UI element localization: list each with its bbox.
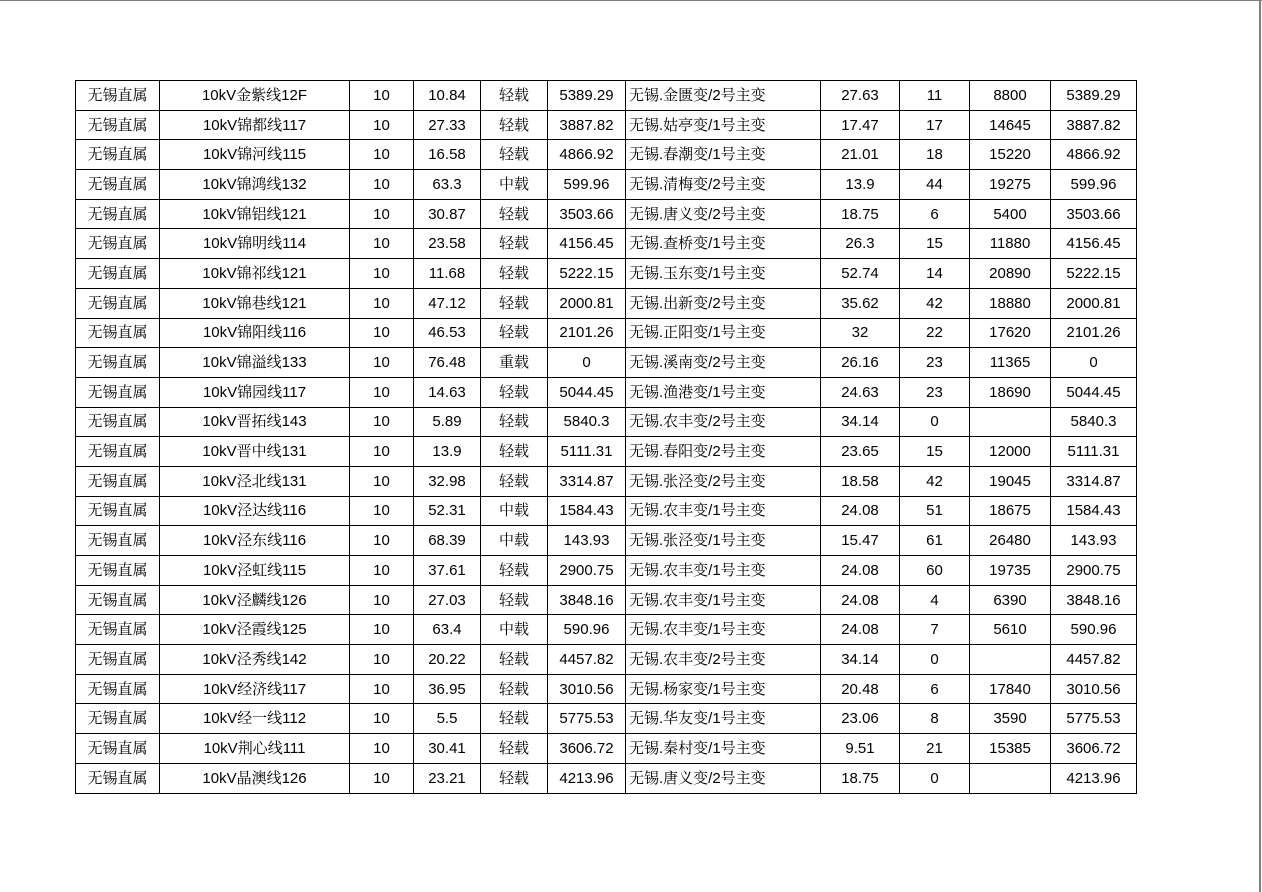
- transformer-load-rate-cell: 21.01: [821, 140, 900, 170]
- transformer-cell: 无锡.农丰变/2号主变: [626, 407, 821, 437]
- load-status-cell: 轻载: [481, 110, 548, 140]
- user-count-cell: 17: [900, 110, 970, 140]
- load-status-cell: 轻载: [481, 140, 548, 170]
- load-status-cell: 中载: [481, 526, 548, 556]
- line-name-cell: 10kV锦铝线121: [160, 199, 350, 229]
- transformer-cell: 无锡.春阳变/2号主变: [626, 437, 821, 467]
- available-capacity-cell: 4866.92: [548, 140, 626, 170]
- load-status-cell: 轻载: [481, 645, 548, 675]
- transformer-cell: 无锡.查桥变/1号主变: [626, 229, 821, 259]
- transformer-load-rate-cell: 9.51: [821, 734, 900, 764]
- transformer-cell: 无锡.清梅变/2号主变: [626, 170, 821, 200]
- available-capacity-cell: 5111.31: [548, 437, 626, 467]
- transformer-cell: 无锡.农丰变/1号主变: [626, 615, 821, 645]
- transformer-load-rate-cell: 23.65: [821, 437, 900, 467]
- table-row: [76, 526, 1137, 556]
- open-capacity-cell: 2101.26: [1051, 318, 1137, 348]
- installed-capacity-cell: 5610: [970, 615, 1051, 645]
- available-capacity-cell: 590.96: [548, 615, 626, 645]
- transformer-cell: 无锡.农丰变/1号主变: [626, 585, 821, 615]
- company-cell: 无锡直属: [76, 734, 160, 764]
- transformer-cell: 无锡.唐义变/2号主变: [626, 763, 821, 793]
- installed-capacity-cell: 17840: [970, 674, 1051, 704]
- load-status-cell: 轻载: [481, 318, 548, 348]
- user-count-cell: 23: [900, 377, 970, 407]
- available-capacity-cell: 1584.43: [548, 496, 626, 526]
- installed-capacity-cell: 20890: [970, 259, 1051, 289]
- load-rate-cell: 30.41: [414, 734, 481, 764]
- transformer-cell: 无锡.农丰变/1号主变: [626, 556, 821, 586]
- company-cell: 无锡直属: [76, 259, 160, 289]
- installed-capacity-cell: 12000: [970, 437, 1051, 467]
- available-capacity-cell: 2101.26: [548, 318, 626, 348]
- company-cell: 无锡直属: [76, 110, 160, 140]
- installed-capacity-cell: 14645: [970, 110, 1051, 140]
- open-capacity-cell: 5222.15: [1051, 259, 1137, 289]
- available-capacity-cell: 2900.75: [548, 556, 626, 586]
- open-capacity-cell: 3606.72: [1051, 734, 1137, 764]
- load-status-cell: 轻载: [481, 407, 548, 437]
- load-rate-cell: 30.87: [414, 199, 481, 229]
- open-capacity-cell: 4156.45: [1051, 229, 1137, 259]
- load-rate-cell: 11.68: [414, 259, 481, 289]
- voltage-cell: 10: [350, 377, 414, 407]
- available-capacity-cell: 3010.56: [548, 674, 626, 704]
- transformer-load-rate-cell: 24.63: [821, 377, 900, 407]
- installed-capacity-cell: 19045: [970, 466, 1051, 496]
- transformer-load-rate-cell: 32: [821, 318, 900, 348]
- company-cell: 无锡直属: [76, 496, 160, 526]
- load-status-cell: 中载: [481, 496, 548, 526]
- feeder-load-table: [75, 80, 1137, 794]
- transformer-cell: 无锡.张泾变/1号主变: [626, 526, 821, 556]
- load-rate-cell: 32.98: [414, 466, 481, 496]
- load-status-cell: 重载: [481, 348, 548, 378]
- load-status-cell: 轻载: [481, 556, 548, 586]
- line-name-cell: 10kV锦阳线116: [160, 318, 350, 348]
- transformer-cell: 无锡.农丰变/1号主变: [626, 496, 821, 526]
- user-count-cell: 51: [900, 496, 970, 526]
- company-cell: 无锡直属: [76, 615, 160, 645]
- voltage-cell: 10: [350, 556, 414, 586]
- installed-capacity-cell: [970, 645, 1051, 675]
- load-status-cell: 轻载: [481, 81, 548, 111]
- voltage-cell: 10: [350, 615, 414, 645]
- transformer-cell: 无锡.玉东变/1号主变: [626, 259, 821, 289]
- table-row: [76, 407, 1137, 437]
- load-status-cell: 轻载: [481, 734, 548, 764]
- load-rate-cell: 14.63: [414, 377, 481, 407]
- installed-capacity-cell: 3590: [970, 704, 1051, 734]
- installed-capacity-cell: 19735: [970, 556, 1051, 586]
- company-cell: 无锡直属: [76, 585, 160, 615]
- installed-capacity-cell: 17620: [970, 318, 1051, 348]
- user-count-cell: 42: [900, 288, 970, 318]
- voltage-cell: 10: [350, 140, 414, 170]
- load-status-cell: 轻载: [481, 229, 548, 259]
- table-row: [76, 110, 1137, 140]
- installed-capacity-cell: 18675: [970, 496, 1051, 526]
- load-rate-cell: 63.3: [414, 170, 481, 200]
- user-count-cell: 44: [900, 170, 970, 200]
- available-capacity-cell: 5222.15: [548, 259, 626, 289]
- available-capacity-cell: 5389.29: [548, 81, 626, 111]
- table-row: [76, 466, 1137, 496]
- user-count-cell: 11: [900, 81, 970, 111]
- transformer-cell: 无锡.溪南变/2号主变: [626, 348, 821, 378]
- company-cell: 无锡直属: [76, 318, 160, 348]
- company-cell: 无锡直属: [76, 407, 160, 437]
- company-cell: 无锡直属: [76, 704, 160, 734]
- table-row: [76, 496, 1137, 526]
- voltage-cell: 10: [350, 407, 414, 437]
- load-rate-cell: 27.33: [414, 110, 481, 140]
- installed-capacity-cell: [970, 763, 1051, 793]
- user-count-cell: 7: [900, 615, 970, 645]
- load-rate-cell: 23.58: [414, 229, 481, 259]
- data-table-container: [75, 80, 1137, 794]
- load-status-cell: 轻载: [481, 377, 548, 407]
- user-count-cell: 4: [900, 585, 970, 615]
- table-row: [76, 199, 1137, 229]
- line-name-cell: 10kV晋拓线143: [160, 407, 350, 437]
- load-rate-cell: 27.03: [414, 585, 481, 615]
- table-row: [76, 734, 1137, 764]
- transformer-load-rate-cell: 34.14: [821, 645, 900, 675]
- company-cell: 无锡直属: [76, 526, 160, 556]
- open-capacity-cell: 2000.81: [1051, 288, 1137, 318]
- page-right-border: [1259, 0, 1261, 892]
- load-rate-cell: 68.39: [414, 526, 481, 556]
- user-count-cell: 15: [900, 229, 970, 259]
- line-name-cell: 10kV经济线117: [160, 674, 350, 704]
- load-rate-cell: 37.61: [414, 556, 481, 586]
- table-row: [76, 763, 1137, 793]
- transformer-load-rate-cell: 35.62: [821, 288, 900, 318]
- user-count-cell: 23: [900, 348, 970, 378]
- open-capacity-cell: 3848.16: [1051, 585, 1137, 615]
- line-name-cell: 10kV锦祁线121: [160, 259, 350, 289]
- company-cell: 无锡直属: [76, 377, 160, 407]
- company-cell: 无锡直属: [76, 645, 160, 675]
- line-name-cell: 10kV泾达线116: [160, 496, 350, 526]
- transformer-load-rate-cell: 23.06: [821, 704, 900, 734]
- line-name-cell: 10kV泾虹线115: [160, 556, 350, 586]
- line-name-cell: 10kV晋中线131: [160, 437, 350, 467]
- open-capacity-cell: 5111.31: [1051, 437, 1137, 467]
- voltage-cell: 10: [350, 466, 414, 496]
- transformer-load-rate-cell: 20.48: [821, 674, 900, 704]
- load-status-cell: 中载: [481, 170, 548, 200]
- open-capacity-cell: 4457.82: [1051, 645, 1137, 675]
- user-count-cell: 22: [900, 318, 970, 348]
- open-capacity-cell: 3887.82: [1051, 110, 1137, 140]
- company-cell: 无锡直属: [76, 140, 160, 170]
- voltage-cell: 10: [350, 645, 414, 675]
- user-count-cell: 21: [900, 734, 970, 764]
- load-status-cell: 轻载: [481, 466, 548, 496]
- open-capacity-cell: 5840.3: [1051, 407, 1137, 437]
- user-count-cell: 61: [900, 526, 970, 556]
- transformer-load-rate-cell: 24.08: [821, 615, 900, 645]
- line-name-cell: 10kV经一线112: [160, 704, 350, 734]
- available-capacity-cell: 3503.66: [548, 199, 626, 229]
- transformer-cell: 无锡.秦村变/1号主变: [626, 734, 821, 764]
- available-capacity-cell: 143.93: [548, 526, 626, 556]
- transformer-load-rate-cell: 18.58: [821, 466, 900, 496]
- available-capacity-cell: 4457.82: [548, 645, 626, 675]
- table-body: [76, 81, 1137, 794]
- available-capacity-cell: 3848.16: [548, 585, 626, 615]
- transformer-cell: 无锡.唐义变/2号主变: [626, 199, 821, 229]
- load-rate-cell: 36.95: [414, 674, 481, 704]
- line-name-cell: 10kV泾秀线142: [160, 645, 350, 675]
- voltage-cell: 10: [350, 526, 414, 556]
- voltage-cell: 10: [350, 585, 414, 615]
- company-cell: 无锡直属: [76, 81, 160, 111]
- user-count-cell: 6: [900, 199, 970, 229]
- load-status-cell: 轻载: [481, 199, 548, 229]
- company-cell: 无锡直属: [76, 229, 160, 259]
- voltage-cell: 10: [350, 318, 414, 348]
- user-count-cell: 0: [900, 407, 970, 437]
- open-capacity-cell: 5775.53: [1051, 704, 1137, 734]
- load-rate-cell: 5.89: [414, 407, 481, 437]
- available-capacity-cell: 4213.96: [548, 763, 626, 793]
- company-cell: 无锡直属: [76, 466, 160, 496]
- voltage-cell: 10: [350, 110, 414, 140]
- company-cell: 无锡直属: [76, 763, 160, 793]
- installed-capacity-cell: 26480: [970, 526, 1051, 556]
- installed-capacity-cell: 19275: [970, 170, 1051, 200]
- load-rate-cell: 52.31: [414, 496, 481, 526]
- open-capacity-cell: 3010.56: [1051, 674, 1137, 704]
- voltage-cell: 10: [350, 763, 414, 793]
- table-row: [76, 704, 1137, 734]
- installed-capacity-cell: 6390: [970, 585, 1051, 615]
- table-row: [76, 556, 1137, 586]
- transformer-load-rate-cell: 17.47: [821, 110, 900, 140]
- table-row: [76, 645, 1137, 675]
- table-row: [76, 348, 1137, 378]
- load-rate-cell: 76.48: [414, 348, 481, 378]
- line-name-cell: 10kV锦河线115: [160, 140, 350, 170]
- load-status-cell: 轻载: [481, 288, 548, 318]
- company-cell: 无锡直属: [76, 199, 160, 229]
- installed-capacity-cell: 15220: [970, 140, 1051, 170]
- open-capacity-cell: 590.96: [1051, 615, 1137, 645]
- table-row: [76, 259, 1137, 289]
- open-capacity-cell: 5044.45: [1051, 377, 1137, 407]
- voltage-cell: 10: [350, 674, 414, 704]
- installed-capacity-cell: 15385: [970, 734, 1051, 764]
- open-capacity-cell: 1584.43: [1051, 496, 1137, 526]
- voltage-cell: 10: [350, 81, 414, 111]
- open-capacity-cell: 4213.96: [1051, 763, 1137, 793]
- transformer-load-rate-cell: 24.08: [821, 496, 900, 526]
- line-name-cell: 10kV锦溢线133: [160, 348, 350, 378]
- user-count-cell: 6: [900, 674, 970, 704]
- transformer-load-rate-cell: 26.3: [821, 229, 900, 259]
- table-row: [76, 674, 1137, 704]
- transformer-load-rate-cell: 18.75: [821, 763, 900, 793]
- user-count-cell: 60: [900, 556, 970, 586]
- transformer-load-rate-cell: 52.74: [821, 259, 900, 289]
- load-status-cell: 中载: [481, 615, 548, 645]
- company-cell: 无锡直属: [76, 674, 160, 704]
- load-status-cell: 轻载: [481, 704, 548, 734]
- voltage-cell: 10: [350, 199, 414, 229]
- installed-capacity-cell: 11365: [970, 348, 1051, 378]
- available-capacity-cell: 599.96: [548, 170, 626, 200]
- line-name-cell: 10kV锦园线117: [160, 377, 350, 407]
- table-row: [76, 229, 1137, 259]
- available-capacity-cell: 2000.81: [548, 288, 626, 318]
- company-cell: 无锡直属: [76, 556, 160, 586]
- user-count-cell: 0: [900, 763, 970, 793]
- open-capacity-cell: 2900.75: [1051, 556, 1137, 586]
- line-name-cell: 10kV荆心线111: [160, 734, 350, 764]
- load-rate-cell: 63.4: [414, 615, 481, 645]
- line-name-cell: 10kV泾北线131: [160, 466, 350, 496]
- voltage-cell: 10: [350, 496, 414, 526]
- transformer-load-rate-cell: 13.9: [821, 170, 900, 200]
- user-count-cell: 15: [900, 437, 970, 467]
- transformer-cell: 无锡.华友变/1号主变: [626, 704, 821, 734]
- installed-capacity-cell: 11880: [970, 229, 1051, 259]
- transformer-load-rate-cell: 26.16: [821, 348, 900, 378]
- available-capacity-cell: 5044.45: [548, 377, 626, 407]
- table-row: [76, 288, 1137, 318]
- line-name-cell: 10kV泾麟线126: [160, 585, 350, 615]
- available-capacity-cell: 3314.87: [548, 466, 626, 496]
- voltage-cell: 10: [350, 170, 414, 200]
- available-capacity-cell: 3887.82: [548, 110, 626, 140]
- load-rate-cell: 5.5: [414, 704, 481, 734]
- installed-capacity-cell: 5400: [970, 199, 1051, 229]
- open-capacity-cell: 3314.87: [1051, 466, 1137, 496]
- company-cell: 无锡直属: [76, 348, 160, 378]
- voltage-cell: 10: [350, 288, 414, 318]
- table-row: [76, 170, 1137, 200]
- transformer-load-rate-cell: 27.63: [821, 81, 900, 111]
- line-name-cell: 10kV泾东线116: [160, 526, 350, 556]
- load-rate-cell: 16.58: [414, 140, 481, 170]
- transformer-cell: 无锡.杨家变/1号主变: [626, 674, 821, 704]
- table-row: [76, 377, 1137, 407]
- user-count-cell: 42: [900, 466, 970, 496]
- table-row: [76, 585, 1137, 615]
- table-row: [76, 140, 1137, 170]
- transformer-cell: 无锡.正阳变/1号主变: [626, 318, 821, 348]
- load-rate-cell: 13.9: [414, 437, 481, 467]
- open-capacity-cell: 599.96: [1051, 170, 1137, 200]
- user-count-cell: 8: [900, 704, 970, 734]
- transformer-cell: 无锡.春潮变/1号主变: [626, 140, 821, 170]
- line-name-cell: 10kV锦巷线121: [160, 288, 350, 318]
- table-row: [76, 615, 1137, 645]
- transformer-load-rate-cell: 34.14: [821, 407, 900, 437]
- line-name-cell: 10kV泾霞线125: [160, 615, 350, 645]
- transformer-cell: 无锡.出新变/2号主变: [626, 288, 821, 318]
- transformer-load-rate-cell: 24.08: [821, 556, 900, 586]
- available-capacity-cell: 4156.45: [548, 229, 626, 259]
- available-capacity-cell: 0: [548, 348, 626, 378]
- load-status-cell: 轻载: [481, 585, 548, 615]
- open-capacity-cell: 3503.66: [1051, 199, 1137, 229]
- user-count-cell: 14: [900, 259, 970, 289]
- load-rate-cell: 20.22: [414, 645, 481, 675]
- line-name-cell: 10kV锦鸿线132: [160, 170, 350, 200]
- voltage-cell: 10: [350, 229, 414, 259]
- transformer-cell: 无锡.姑亭变/1号主变: [626, 110, 821, 140]
- transformer-cell: 无锡.农丰变/2号主变: [626, 645, 821, 675]
- load-status-cell: 轻载: [481, 674, 548, 704]
- line-name-cell: 10kV晶澳线126: [160, 763, 350, 793]
- transformer-cell: 无锡.渔港变/1号主变: [626, 377, 821, 407]
- company-cell: 无锡直属: [76, 170, 160, 200]
- voltage-cell: 10: [350, 734, 414, 764]
- transformer-load-rate-cell: 15.47: [821, 526, 900, 556]
- load-rate-cell: 47.12: [414, 288, 481, 318]
- table-row: [76, 81, 1137, 111]
- installed-capacity-cell: 18690: [970, 377, 1051, 407]
- voltage-cell: 10: [350, 259, 414, 289]
- available-capacity-cell: 5775.53: [548, 704, 626, 734]
- line-name-cell: 10kV锦明线114: [160, 229, 350, 259]
- voltage-cell: 10: [350, 348, 414, 378]
- page-top-border: [0, 0, 1262, 1]
- voltage-cell: 10: [350, 437, 414, 467]
- transformer-load-rate-cell: 24.08: [821, 585, 900, 615]
- table-row: [76, 318, 1137, 348]
- load-rate-cell: 10.84: [414, 81, 481, 111]
- transformer-load-rate-cell: 18.75: [821, 199, 900, 229]
- load-status-cell: 轻载: [481, 259, 548, 289]
- open-capacity-cell: 5389.29: [1051, 81, 1137, 111]
- company-cell: 无锡直属: [76, 288, 160, 318]
- company-cell: 无锡直属: [76, 437, 160, 467]
- installed-capacity-cell: 8800: [970, 81, 1051, 111]
- user-count-cell: 18: [900, 140, 970, 170]
- user-count-cell: 0: [900, 645, 970, 675]
- load-rate-cell: 23.21: [414, 763, 481, 793]
- transformer-cell: 无锡.金匮变/2号主变: [626, 81, 821, 111]
- load-status-cell: 轻载: [481, 437, 548, 467]
- available-capacity-cell: 3606.72: [548, 734, 626, 764]
- voltage-cell: 10: [350, 704, 414, 734]
- load-rate-cell: 46.53: [414, 318, 481, 348]
- open-capacity-cell: 4866.92: [1051, 140, 1137, 170]
- line-name-cell: 10kV金紫线12F: [160, 81, 350, 111]
- open-capacity-cell: 0: [1051, 348, 1137, 378]
- available-capacity-cell: 5840.3: [548, 407, 626, 437]
- installed-capacity-cell: [970, 407, 1051, 437]
- open-capacity-cell: 143.93: [1051, 526, 1137, 556]
- line-name-cell: 10kV锦都线117: [160, 110, 350, 140]
- load-status-cell: 轻载: [481, 763, 548, 793]
- installed-capacity-cell: 18880: [970, 288, 1051, 318]
- transformer-cell: 无锡.张泾变/2号主变: [626, 466, 821, 496]
- table-row: [76, 437, 1137, 467]
